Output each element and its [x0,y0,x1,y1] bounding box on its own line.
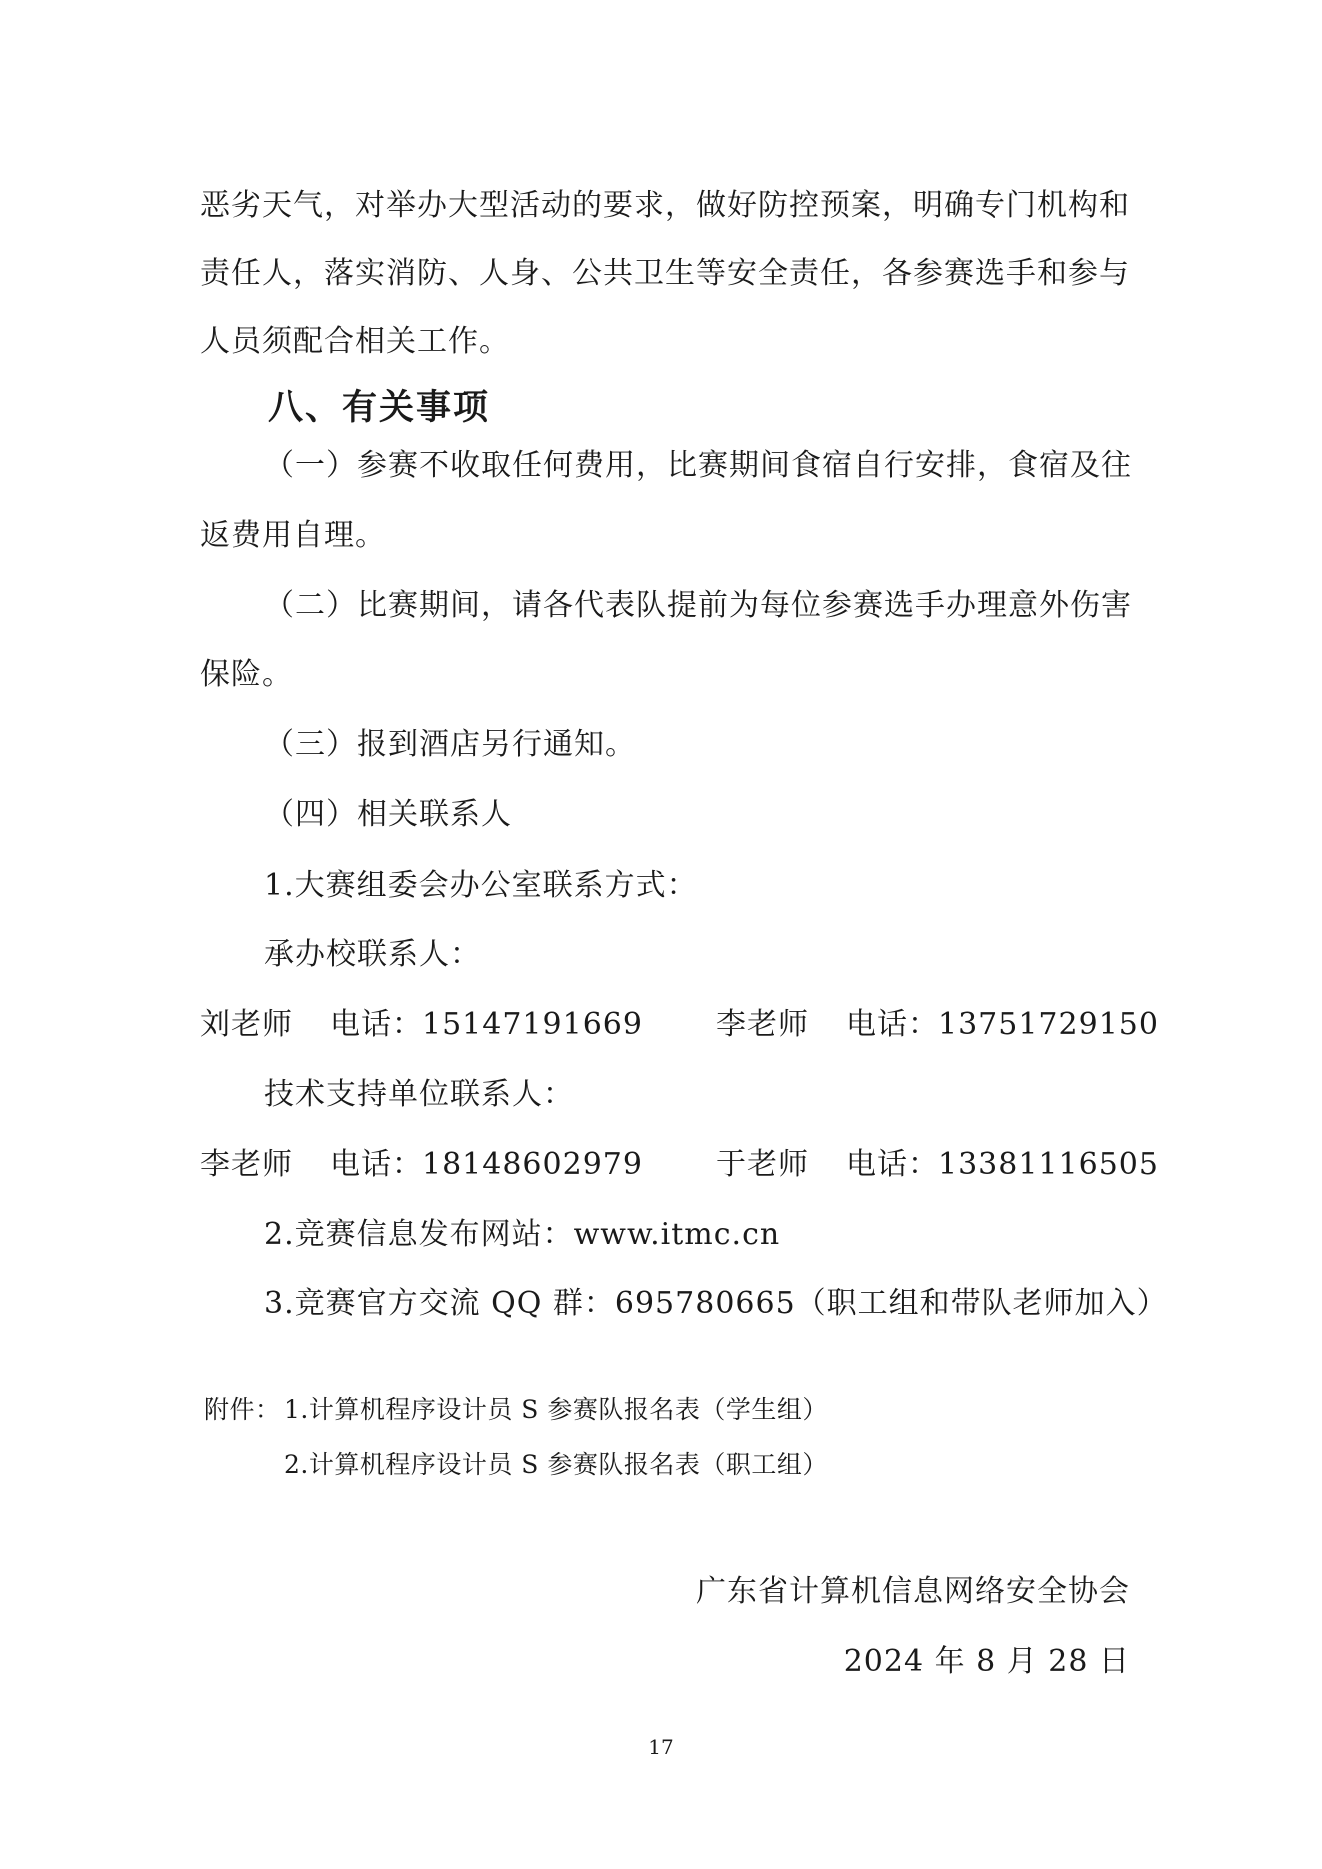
item-2-line: （二）比赛期间，请各代表队提前为每位参赛选手办理意外伤害 [264,588,1132,623]
body-text-line: 人员须配合相关工作。 [200,324,510,359]
page-number: 17 [648,1735,674,1759]
tech-support-label: 技术支持单位联系人： [264,1077,574,1112]
section-heading: 八、有关事项 [268,388,491,428]
attachment-item: 1.计算机程序设计员 S 参赛队报名表（学生组） [284,1395,828,1424]
item-1-line: 返费用自理。 [200,518,386,553]
qq-group-line: 3.竞赛官方交流 QQ 群：695780665（职工组和带队老师加入） [264,1286,1168,1321]
phone-label: 电话： [330,1147,423,1182]
website-line: 2.竞赛信息发布网站：www.itmc.cn [264,1217,781,1252]
body-text-line: 责任人，落实消防、人身、公共卫生等安全责任，各参赛选手和参与 [200,256,1130,291]
phone-number: 13381116505 [938,1147,1159,1182]
body-text-line: 恶劣天气，对举办大型活动的要求，做好防控预案，明确专门机构和 [200,188,1130,223]
phone-label: 电话： [846,1007,939,1042]
phone-number: 13751729150 [938,1007,1159,1042]
contact-name: 于老师 [716,1147,809,1182]
signature-date: 2024 年 8 月 28 日 [843,1644,1130,1679]
phone-number: 18148602979 [422,1147,643,1182]
item-2-line: 保险。 [200,657,293,692]
phone-label: 电话： [330,1007,423,1042]
attachment-item: 2.计算机程序设计员 S 参赛队报名表（职工组） [284,1450,828,1479]
attachments-label: 附件： [204,1395,281,1424]
host-school-label: 承办校联系人： [264,937,481,972]
phone-number: 15147191669 [422,1007,643,1042]
contact-office-line: 1.大赛组委会办公室联系方式： [264,868,698,903]
item-1-line: （一）参赛不收取任何费用，比赛期间食宿自行安排，食宿及往 [264,448,1132,483]
item-3-line: （三）报到酒店另行通知。 [264,727,636,762]
phone-label: 电话： [846,1147,939,1182]
item-4-line: （四）相关联系人 [264,797,512,832]
contact-name: 李老师 [200,1147,293,1182]
signature-organization: 广东省计算机信息网络安全协会 [696,1574,1130,1609]
contact-name: 李老师 [716,1007,809,1042]
contact-name: 刘老师 [200,1007,293,1042]
